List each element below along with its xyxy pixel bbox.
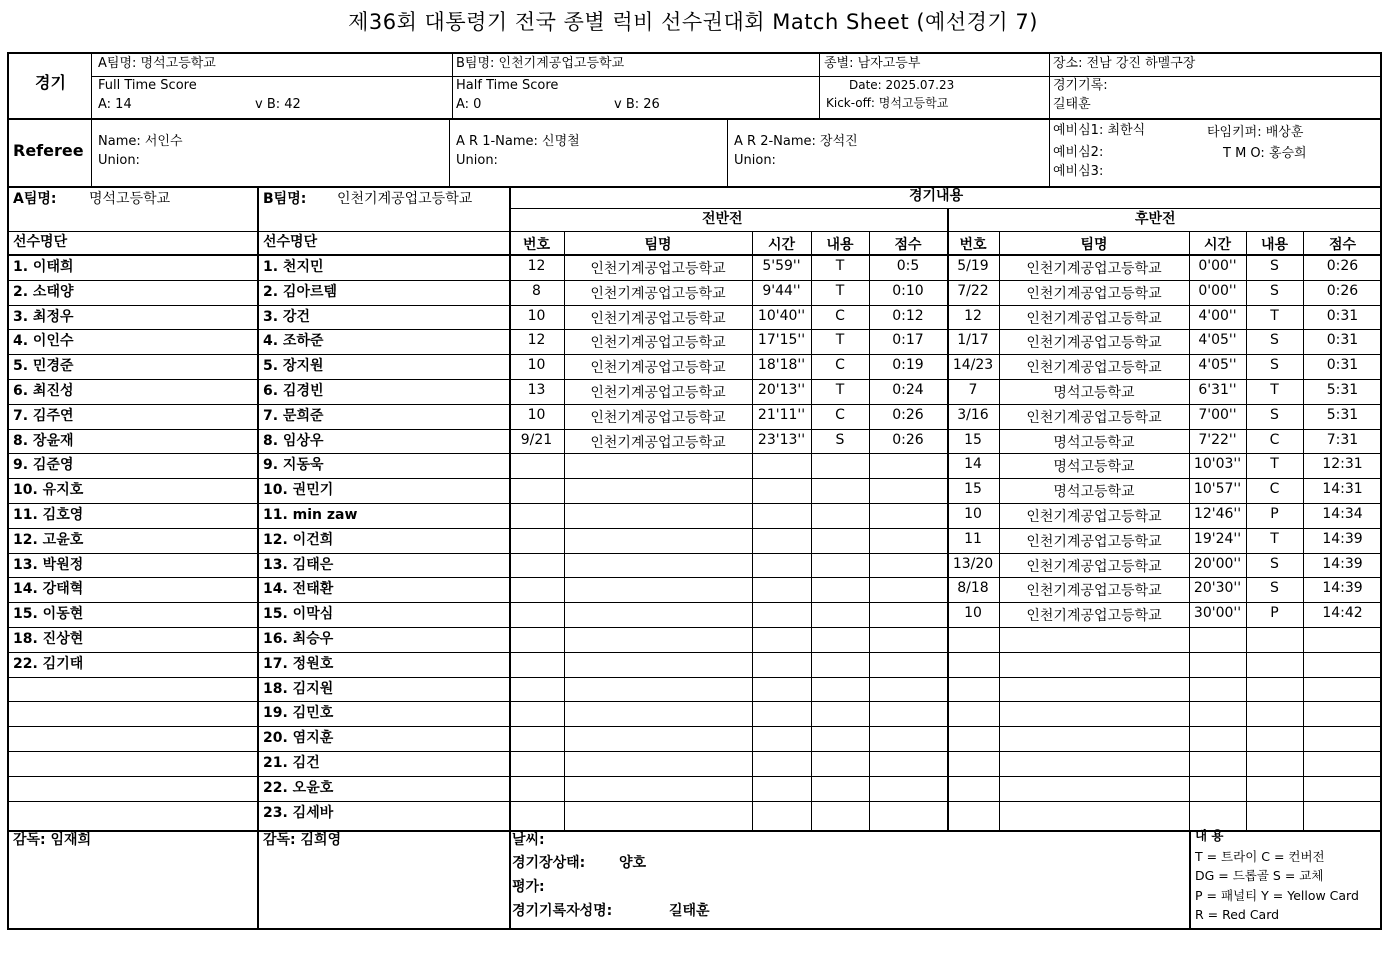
category: 종별: 남자고등부 (824, 56, 921, 71)
first-half-event-cell: 21'11'' (757, 406, 806, 423)
second-half-event-cell: 5:31 (1326, 406, 1359, 423)
first-half-event-cell: 0:17 (892, 332, 924, 349)
team-b-player: 9. 지동욱 (263, 457, 324, 474)
second-half-event-cell: 14/23 (952, 357, 994, 374)
second-half-event-cell: T (1270, 530, 1279, 547)
first-half-event-cell: 0:26 (892, 406, 924, 423)
team-b-player: 17. 정원호 (263, 655, 334, 672)
match-sheet (7, 52, 1382, 930)
second-half-event-cell: 12 (964, 307, 982, 324)
second-half-event-cell: 3/16 (957, 406, 989, 423)
team-a-player: 9. 김준영 (13, 457, 74, 474)
second-half-event-cell: 7/22 (957, 282, 989, 299)
first-half-event-cell: S (835, 431, 845, 448)
kickoff: Kick-off: 명석고등학교 (826, 96, 949, 110)
team-b-player: 8. 임상우 (263, 432, 324, 449)
team-b-player: 18. 김지원 (263, 680, 334, 697)
second-half-event-cell: C (1269, 431, 1280, 448)
first-half-event-cell: 인천기계공업고등학교 (590, 434, 726, 451)
column-header: 팀명 (644, 237, 672, 253)
legend-line: T = 트라이 C = 컨버전 (1195, 849, 1325, 864)
team-a-player: 10. 유지호 (13, 482, 84, 499)
full-time-label: Full Time Score (98, 78, 197, 93)
column-header: 시간 (1203, 237, 1232, 253)
second-half-event-cell: 30'00'' (1193, 605, 1242, 622)
team-a-player: 18. 진상현 (13, 631, 84, 647)
second-half-event-cell: 10'03'' (1193, 456, 1242, 473)
referee-name: Name: 서인수 (98, 134, 183, 149)
second-half-event-cell: 5:31 (1326, 382, 1359, 398)
reserve-referee-2: 예비심2: (1053, 145, 1104, 160)
team-a-player: 4. 이인수 (13, 333, 74, 350)
second-half-event-cell: 5/19 (957, 258, 989, 274)
second-half-event-cell: 1/17 (957, 332, 989, 349)
team-b-player: 12. 이건희 (263, 531, 334, 548)
first-half-event-cell: 0:19 (892, 357, 924, 374)
match-date: Date: 2025.07.23 (849, 78, 955, 92)
first-half-event-cell: 8 (532, 282, 541, 299)
evaluation-label: 평가: (512, 879, 545, 895)
second-half-event-cell: 인천기계공업고등학교 (1026, 335, 1162, 352)
second-half-event-cell: 10 (964, 605, 982, 622)
team-b-player: 4. 조하준 (263, 333, 324, 350)
coach-a: 감독: 임재희 (13, 832, 92, 848)
first-half-event-cell: C (835, 406, 845, 423)
second-half-event-cell: S (1270, 406, 1279, 423)
legend-line: P = 패널티 Y = Yellow Card (1195, 887, 1359, 903)
roster-team-b-label: B팀명: (263, 191, 307, 207)
first-half-event-cell: 9/21 (520, 431, 553, 448)
second-half-event-cell: 0:31 (1326, 332, 1359, 349)
second-half-event-cell: 7'00'' (1198, 406, 1237, 423)
column-header: 내용 (1260, 237, 1289, 253)
first-half-event-cell: 10 (527, 357, 546, 374)
first-half-event-cell: 인천기계공업고등학교 (590, 335, 726, 352)
second-half-event-cell: 명석고등학교 (1053, 434, 1135, 451)
team-b-player: 13. 김태은 (263, 556, 334, 573)
second-half-event-cell: S (1270, 332, 1279, 349)
second-half-event-cell: 명석고등학교 (1053, 385, 1135, 401)
second-half-event-cell: 14 (964, 456, 982, 473)
ground-condition-label: 경기장상태: (512, 855, 586, 871)
second-half-event-cell: 19'24'' (1193, 530, 1242, 547)
timekeeper: 타임키퍼: 배상훈 (1207, 125, 1304, 140)
column-header: 번호 (959, 237, 987, 253)
second-half-event-cell: 0:31 (1326, 307, 1359, 324)
second-half-event-cell: 14:39 (1322, 580, 1363, 597)
team-a-player: 12. 고윤호 (13, 531, 84, 548)
team-a-player: 22. 김기태 (13, 655, 84, 672)
second-half-event-cell: 인천기계공업고등학교 (1026, 533, 1162, 550)
first-half-event-cell: 0:26 (892, 431, 924, 448)
first-half-event-cell: 12 (527, 332, 546, 349)
ground-condition-value: 양호 (619, 855, 647, 871)
first-half-event-cell: 인천기계공업고등학교 (590, 409, 726, 426)
first-half-event-cell: 인천기계공업고등학교 (590, 285, 726, 302)
second-half-event-cell: S (1270, 282, 1279, 299)
team-b-player: 3. 강건 (263, 308, 310, 325)
second-half-event-cell: 0:26 (1326, 282, 1359, 299)
second-half-event-cell: 14:42 (1322, 605, 1363, 622)
second-half-event-cell: 15 (964, 481, 982, 498)
second-half-event-cell: 11 (964, 530, 982, 547)
full-time-b: v B: 42 (255, 97, 301, 112)
team-b-player: 1. 천지민 (263, 259, 324, 275)
roster-team-b-name: 인천기계공업고등학교 (337, 191, 473, 207)
referee-label: Referee (13, 141, 84, 160)
column-header: 점수 (1328, 237, 1357, 253)
second-half-event-cell: 0'00'' (1198, 258, 1237, 274)
first-half-event-cell: 10 (527, 307, 546, 324)
team-a-player: 13. 박원정 (13, 556, 84, 573)
first-half-event-cell: 13 (527, 382, 546, 398)
first-half-event-cell: 0:24 (892, 382, 924, 398)
team-a-player: 5. 민경준 (13, 358, 74, 375)
second-half-event-cell: T (1270, 456, 1279, 473)
second-half-event-cell: 20'00'' (1193, 555, 1242, 572)
column-header: 내용 (826, 237, 854, 253)
first-half-event-cell: T (835, 332, 845, 349)
ar1-name: A R 1-Name: 신명철 (456, 134, 580, 149)
column-header: 팀명 (1080, 237, 1108, 253)
first-half-event-cell: 0:10 (892, 282, 924, 299)
second-half-event-cell: T (1270, 382, 1279, 398)
team-a-player: 7. 김주연 (13, 407, 74, 424)
team-b-player: 21. 김건 (263, 755, 320, 771)
ar1-union: Union: (456, 153, 498, 168)
second-half-event-cell: 7:31 (1326, 431, 1359, 448)
team-b-header: B팀명: 인천기계공업고등학교 (456, 56, 625, 71)
second-half-event-cell: S (1270, 357, 1279, 374)
second-half-event-cell: 인천기계공업고등학교 (1026, 310, 1162, 327)
second-half-event-cell: 인천기계공업고등학교 (1026, 608, 1162, 625)
second-half-event-cell: 14:31 (1322, 481, 1363, 498)
second-half-event-cell: T (1270, 307, 1279, 324)
half-time-a: A: 0 (456, 97, 482, 112)
first-half-event-cell: 10 (527, 406, 546, 423)
column-header: 점수 (894, 237, 922, 253)
second-half-event-cell: 13/20 (952, 555, 994, 572)
ar2-name: A R 2-Name: 장석진 (734, 134, 858, 149)
legend-line: DG = 드롭골 S = 교체 (1195, 868, 1324, 884)
second-half-event-cell: 6'31'' (1198, 382, 1237, 398)
first-half-event-cell: T (835, 282, 845, 299)
team-a-player: 6. 최진성 (13, 383, 74, 399)
team-a-header: A팀명: 명석고등학교 (98, 56, 216, 71)
second-half-event-cell: 20'30'' (1193, 580, 1242, 597)
first-half-event-cell: 20'13'' (757, 382, 806, 398)
game-label: 경기 (35, 73, 66, 92)
first-half-event-cell: 5'59'' (762, 258, 801, 274)
team-a-player: 3. 최정우 (13, 308, 74, 325)
reserve-referee-1: 예비심1: 최한식 (1053, 123, 1146, 138)
team-a-player: 1. 이태희 (13, 259, 74, 275)
second-half-event-cell: 14:34 (1322, 506, 1363, 522)
second-half-event-cell: C (1269, 481, 1280, 498)
legend (1195, 847, 1359, 925)
record-writer-label: 경기기록자성명: (512, 903, 613, 919)
first-half-event-cell: C (835, 357, 845, 374)
roster-list-label-b: 선수명단 (263, 234, 318, 250)
second-half-event-cell: 명석고등학교 (1053, 459, 1135, 476)
first-half-event-cell: 인천기계공업고등학교 (590, 360, 726, 377)
second-half-event-cell: 4'00'' (1198, 307, 1237, 324)
first-half-event-cell: 9'44'' (762, 282, 801, 299)
venue: 장소: 전남 강진 하멜구장 (1053, 56, 1196, 71)
team-b-player: 11. min zaw (263, 507, 358, 523)
second-half-event-cell: 14:39 (1322, 555, 1363, 572)
first-half-event-cell: T (835, 382, 845, 398)
team-a-player: 8. 장윤재 (13, 432, 74, 449)
second-half-event-cell: 12'46'' (1193, 506, 1242, 522)
events-section-label: 경기내용 (909, 188, 964, 204)
second-half-event-cell: 15 (964, 431, 982, 448)
record-writer-value: 길태훈 (669, 903, 710, 919)
second-half-event-cell: 10'57'' (1193, 481, 1242, 498)
first-half-event-cell: 12 (527, 258, 546, 274)
team-a-player: 11. 김호영 (13, 507, 84, 523)
first-half-event-cell: C (835, 307, 845, 324)
team-a-player: 2. 소태양 (13, 283, 74, 300)
team-b-player: 6. 김경빈 (263, 383, 324, 399)
first-half-event-cell: 23'13'' (757, 431, 806, 448)
second-half-event-cell: S (1270, 555, 1279, 572)
second-half-event-cell: 0:26 (1326, 258, 1359, 274)
first-half-event-cell: 인천기계공업고등학교 (590, 261, 726, 277)
legend-title: 내 용 (1195, 828, 1224, 843)
first-half-event-cell: 18'18'' (757, 357, 806, 374)
weather-label: 날씨: (512, 832, 545, 848)
referee-union: Union: (98, 153, 140, 168)
team-b-player: 5. 장지원 (263, 358, 324, 375)
second-half-event-cell: 4'05'' (1198, 357, 1237, 374)
second-half-event-cell: S (1270, 580, 1279, 597)
coach-b: 감독: 김희영 (263, 832, 342, 848)
recorder-name: 길태훈 (1053, 97, 1091, 112)
first-half-label: 전반전 (702, 211, 743, 227)
team-b-player: 22. 오윤호 (263, 779, 334, 796)
second-half-event-cell: 10 (964, 506, 982, 522)
column-header: 시간 (767, 237, 796, 253)
team-b-player: 15. 이막심 (263, 606, 334, 623)
second-half-event-cell: 12:31 (1322, 456, 1363, 473)
second-half-event-cell: 명석고등학교 (1053, 484, 1135, 501)
column-header: 번호 (522, 237, 551, 253)
roster-team-a-name: 명석고등학교 (89, 191, 171, 207)
legend-line: R = Red Card (1195, 907, 1280, 923)
second-half-event-cell: P (1270, 605, 1279, 622)
team-b-player: 20. 염지훈 (263, 730, 334, 747)
second-half-event-cell: P (1270, 506, 1279, 522)
first-half-event-cell: 10'40'' (757, 307, 806, 324)
team-a-player: 14. 강태혁 (13, 581, 84, 598)
team-b-player: 16. 최승우 (263, 631, 334, 647)
team-b-player: 19. 김민호 (263, 705, 334, 722)
second-half-event-cell: 인천기계공업고등학교 (1026, 409, 1162, 426)
first-half-event-cell: 17'15'' (757, 332, 806, 349)
second-half-event-cell: 4'05'' (1198, 332, 1237, 349)
second-half-event-cell: 인천기계공업고등학교 (1026, 261, 1162, 277)
page-title: 제36회 대통령기 전국 종별 럭비 선수권대회 Match Sheet (예선경기 7) (348, 10, 1038, 34)
first-half-event-cell: 인천기계공업고등학교 (590, 310, 726, 327)
first-half-event-cell: 인천기계공업고등학교 (590, 385, 726, 401)
team-a-player: 15. 이동현 (13, 606, 84, 623)
recorder-label: 경기기록: (1053, 78, 1108, 93)
first-half-event-cell: T (835, 258, 845, 274)
ar2-union: Union: (734, 153, 776, 168)
second-half-event-cell: 8/18 (957, 580, 989, 597)
second-half-label: 후반전 (1135, 211, 1176, 227)
first-half-event-cell: 0:5 (896, 258, 920, 274)
reserve-referee-3: 예비심3: (1053, 164, 1104, 179)
second-half-event-cell: 7 (968, 382, 978, 398)
roster-list-label-a: 선수명단 (13, 234, 68, 250)
second-half-event-cell: 인천기계공업고등학교 (1026, 583, 1162, 600)
second-half-event-cell: 인천기계공업고등학교 (1026, 360, 1162, 377)
second-half-event-cell: 0:31 (1326, 357, 1359, 374)
team-b-player: 14. 전태환 (263, 581, 334, 598)
tmo: T M O: 홍승희 (1223, 146, 1307, 161)
second-half-event-cell: 인천기계공업고등학교 (1026, 285, 1162, 302)
full-time-a: A: 14 (98, 97, 132, 112)
second-half-event-cell: 14:39 (1322, 530, 1363, 547)
half-time-label: Half Time Score (456, 78, 559, 93)
team-b-player: 7. 문희준 (263, 407, 324, 424)
second-half-event-cell: 인천기계공업고등학교 (1026, 509, 1162, 525)
team-b-player: 2. 김아르템 (263, 283, 338, 300)
first-half-event-cell: 0:12 (892, 307, 924, 324)
team-b-player: 10. 권민기 (263, 482, 334, 499)
roster-team-a-label: A팀명: (13, 191, 57, 207)
second-half-event-cell: 7'22'' (1198, 431, 1237, 448)
team-b-player: 23. 김세바 (263, 804, 334, 821)
second-half-event-cell: 인천기계공업고등학교 (1026, 558, 1162, 575)
half-time-b: v B: 26 (614, 97, 660, 112)
second-half-event-cell: 0'00'' (1198, 282, 1237, 299)
second-half-event-cell: S (1270, 258, 1279, 274)
